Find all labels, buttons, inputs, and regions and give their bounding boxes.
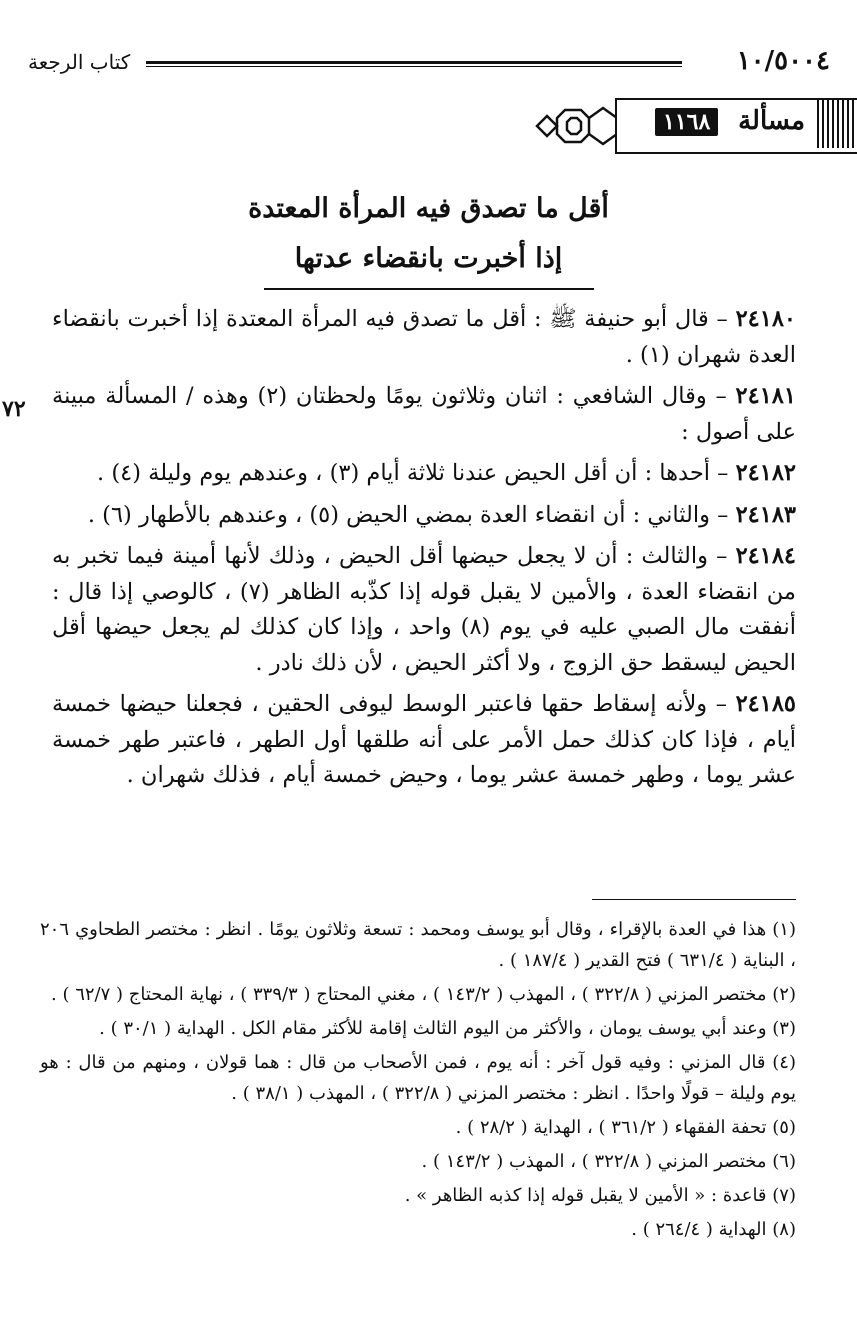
book-title: كتاب الرجعة: [28, 50, 131, 74]
footnotes: [40, 914, 796, 1248]
paragraph-number: ٢٤١٨٢: [735, 460, 796, 486]
paragraph: [52, 379, 796, 450]
title-line-2: إذا أخبرت بانقضاء عدتها: [294, 243, 563, 274]
paragraph-text: – وقال الشافعي : اثنان وثلاثون يومًا ولحظتان (٢) وهذه / المسألة مبينة على أصول :: [52, 383, 796, 445]
paragraph: [52, 539, 796, 681]
paragraph-text: – ولأنه إسقاط حقها فاعتبر الوسط ليوفى الحقين ، فجعلنا حيضها خمسة أيام ، فإذا كان كذلك حمل الأمر على أنه طلقها أول الطهر ، فاعتبر طهر خمسة عشر يوما ، وطهر خمسة عشر يوما ، وحيض خمسة أيام ، فذلك شهران .: [52, 691, 796, 788]
running-header: [28, 44, 830, 78]
footnote-separator: [592, 899, 796, 900]
footnote: (٤) قال المزني : وفيه قول آخر : أنه يوم ، فمن الأصحاب من قال : هما قولان ، ومنهم من قال : هو يوم وليلة – قولًا واحدًا . انظر : مختصر المزني ( ٣٢٢/٨ ) ، المهذب ( ٣٨/١ ) .: [40, 1052, 796, 1104]
masala-banner: [525, 96, 857, 156]
header-rule: [146, 61, 682, 67]
paragraph-text: – أحدها : أن أقل الحيض عندنا ثلاثة أيام (٣) ، وعندهم يوم وليلة (٤) .: [97, 460, 736, 486]
paragraph-text: – قال أبو حنيفة ﷺ : أقل ما تصدق فيه المرأة المعتدة إذا أخبرت بانقضاء العدة شهران (١) .: [52, 306, 796, 368]
chapter-title: [200, 184, 657, 290]
paragraph-number: ٢٤١٨١: [735, 383, 796, 409]
paragraph-number: ٢٤١٨٤: [735, 543, 796, 569]
paragraph-number: ٢٤١٨٥: [735, 691, 796, 717]
paragraph-number: ٢٤١٨٠: [735, 306, 796, 332]
paragraph-number: ٢٤١٨٣: [735, 501, 796, 528]
paragraph: [52, 498, 796, 534]
footnote: (٧) قاعدة : « الأمين لا يقبل قوله إذا كذبه الظاهر » .: [404, 1185, 796, 1206]
title-line-1: أقل ما تصدق فيه المرأة المعتدة: [248, 193, 609, 224]
paragraph: [52, 302, 796, 373]
footnote: (٢) مختصر المزني ( ٣٢٢/٨ ) ، المهذب ( ١٤٣/٢ ) ، مغني المحتاج ( ٣٣٩/٣ ) ، نهاية المحتاج ( ٦٢/٧ ) .: [51, 984, 796, 1005]
footnote: (٣) وعند أبي يوسف يومان ، والأكثر من اليوم الثالث إقامة للأكثر مقام الكل . الهداية ( ٣٠/١ ) .: [99, 1018, 796, 1039]
page-reference: ١٠/٥٠٠٤: [736, 46, 830, 76]
footnote: (٥) تحفة الفقهاء ( ٣٦١/٢ ) ، الهداية ( ٢٨/٢ ) .: [455, 1117, 796, 1138]
title-underline: [264, 288, 594, 290]
footnote: (٨) الهداية ( ٢٦٤/٤ ) .: [631, 1219, 796, 1240]
masala-label: مسألة: [738, 106, 805, 136]
margin-reference: ٧٢: [2, 396, 26, 422]
paragraph: [52, 687, 796, 794]
banner-stripes: [817, 100, 857, 148]
paragraph-text: – والثالث : أن لا يجعل حيضها أقل الحيض ، وذلك لأنها أمينة فيما تخبر به من انقضاء العدة ، والأمين لا يقبل قوله إذا كذّبه الظاهر (٧) ، كالوصي إذا قال : أنفقت مال الصبي عليه في يوم (٨) واحد ، وإذا كان كذلك لم يجعل حيضها أقل الحيض ليسقط حق الزوج ، ولا أكثر الحيض ، لأن ذلك نادر .: [52, 543, 797, 676]
main-text: [52, 302, 796, 800]
masala-number: ١١٦٨: [655, 108, 718, 136]
footnote: (١) هذا في العدة بالإقراء ، وقال أبو يوسف ومحمد : تسعة وثلاثون يومًا . انظر : مختصر الطحاوي ٢٠٦ ، البناية ( ٦٣١/٤ ) فتح القدير ( ١٨٧/٤ ) .: [40, 919, 796, 971]
paragraph: [52, 456, 796, 492]
footnote: (٦) مختصر المزني ( ٣٢٢/٨ ) ، المهذب ( ١٤٣/٢ ) .: [421, 1151, 796, 1172]
paragraph-text: – والثاني : أن انقضاء العدة بمضي الحيض (٥) ، وعندهم بالأطهار (٦) .: [87, 501, 736, 528]
